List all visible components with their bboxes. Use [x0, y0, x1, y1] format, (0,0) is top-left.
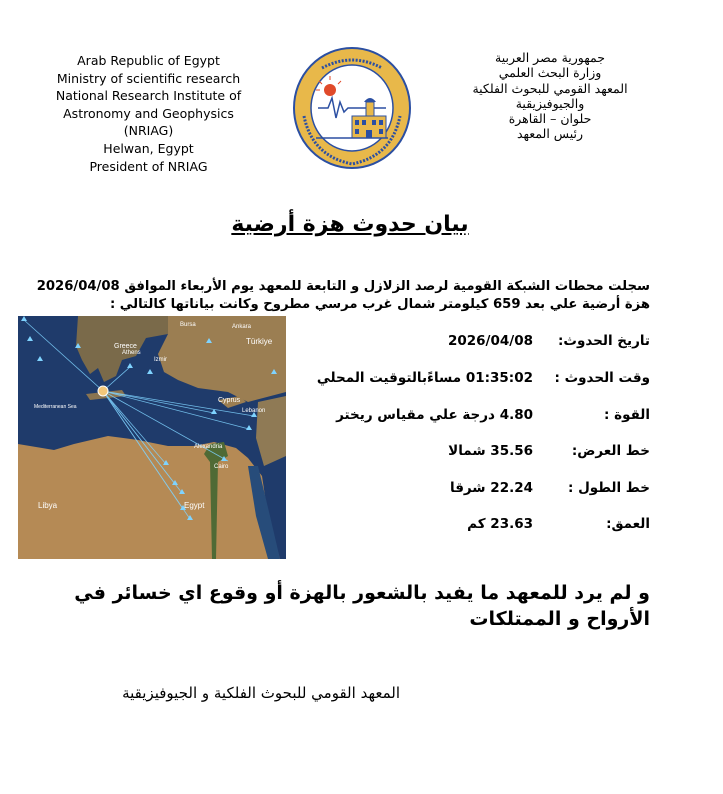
map-label: Alexandria	[194, 444, 223, 450]
header-ar-line: رئيس المعهد	[516, 126, 584, 142]
institute-signature: المعهد القومي للبحوث الفلكية و الجيوفيزيقية	[122, 684, 400, 702]
quake-value: 4.80 درجة علي مقياس ريختر	[336, 407, 533, 423]
map-label: Lebanon	[242, 408, 266, 414]
header-ar-line: حلوان – القاهرة	[508, 111, 592, 127]
quake-row-date	[0, 333, 723, 353]
header-arabic	[455, 50, 645, 142]
header-ar-line: المعهد القومي للبحوث الفلكية	[472, 80, 628, 96]
quake-value: 35.56 شمالا	[448, 443, 533, 459]
map-label: Libya	[38, 501, 58, 510]
map-label: Athens	[122, 350, 141, 356]
map-label: Ankara	[232, 324, 252, 330]
statement-title: بيان حدوث هزة أرضية	[231, 212, 469, 237]
quake-row-latitude	[0, 443, 723, 463]
map-label: Greece	[114, 343, 137, 350]
header-en-line: President of NRIAG	[89, 158, 208, 174]
quake-row-time	[0, 370, 723, 390]
quake-label: خط العرض:	[571, 443, 650, 459]
header-ar-line: والجيوفيزيقية	[515, 95, 585, 111]
institute-seal-logo	[292, 46, 412, 170]
header-en-line: Arab Republic of Egypt	[77, 53, 220, 68]
quake-value: 2026/04/08	[447, 333, 533, 349]
quake-label: وقت الحدوث :	[554, 370, 650, 386]
map-label: Cairo	[214, 464, 229, 470]
header-en-line: Ministry of scientific research	[56, 70, 241, 86]
quake-label: خط الطول :	[567, 480, 650, 496]
quake-row-depth	[0, 516, 723, 536]
map-label: Bursa	[180, 322, 196, 328]
quake-row-magnitude	[0, 407, 723, 427]
header-ar-line: جمهورية مصر العربية	[495, 50, 605, 65]
header-ar-line: وزارة البحث العلمي	[498, 65, 602, 81]
map-label: Egypt	[184, 501, 205, 510]
header-english	[46, 52, 251, 175]
header-en-line: Astronomy and Geophysics	[63, 105, 234, 121]
quake-value: 01:35:02 مساءًبالتوقيت المحلي	[316, 370, 533, 386]
header-en-line: Helwan, Egypt	[103, 140, 194, 156]
quake-label: تاريخ الحدوث:	[558, 333, 650, 349]
intro-paragraph: سجلت محطات الشبكة القومية لرصد الزلازل و التابعة للمعهد يوم الأربعاء الموافق 2026/04/08 هزة أرضية علي بعد 659 كيلومتر شمال غرب مرسي مطروح وكانت بياناتها كالتالي :	[36, 279, 650, 312]
quake-value: 22.24 شرقا	[450, 480, 533, 496]
quake-value: 23.63 كم	[467, 516, 533, 532]
quake-row-longitude	[0, 480, 723, 500]
header-en-line: National Research Institute of	[55, 88, 242, 104]
map-label: Cyprus	[218, 397, 241, 404]
map-label: Izmir	[154, 357, 167, 363]
quake-label: القوة :	[604, 407, 650, 423]
closing-statement: و لم يرد للمعهد ما يفيد بالشعور بالهزة أو وقوع اي خسائر في الأرواح و الممتلكات	[74, 582, 650, 630]
map-label: Türkiye	[246, 337, 273, 346]
map-label: Mediterranean Sea	[34, 404, 77, 410]
header-en-line: (NRIAG)	[123, 123, 174, 139]
quake-label: العمق:	[606, 516, 650, 532]
